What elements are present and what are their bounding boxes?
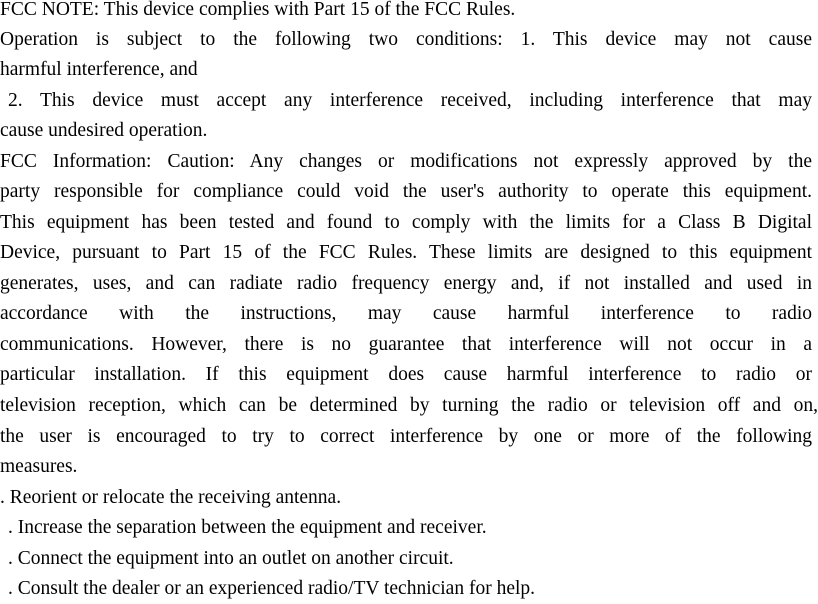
tested-line-2: Device, pursuant to Part 15 of the FCC Rules. These limits are designed to this equipment [0,242,812,263]
tested-line-7: television reception, which can be determined by turning the radio or television off and on, [0,395,818,416]
tested-line-5: communications. However, there is no guarantee that interference will not occur in a [0,334,812,355]
tested-line-6: particular installation. If this equipment does cause harmful interference to radio or [0,364,812,385]
tested-line-8: the user is encouraged to try to correct interference by one or more of the following [0,426,812,447]
fcc-information-line-1: FCC Information: Caution: Any changes or modifications not expressly approved by the [0,151,812,172]
conditions-line-2: harmful interference, and [0,59,198,80]
measure-consult-dealer: . Consult the dealer or an experienced radio/TV technician for help. [8,578,536,599]
condition-two-line-1: 2. This device must accept any interference received, including interference that may [8,90,812,111]
fcc-note-line: FCC NOTE: This device complies with Part 15 of the FCC Rules. [0,0,516,20]
tested-line-9: measures. [0,456,78,477]
tested-line-3: generates, uses, and can radiate radio frequency energy and, if not installed and used in [0,273,812,294]
conditions-line-1: Operation is subject to the following two conditions: 1. This device may not cause [0,29,812,50]
tested-line-1: This equipment has been tested and found to comply with the limits for a Class B Digital [0,212,812,233]
measure-connect-outlet: . Connect the equipment into an outlet on another circuit. [8,548,454,569]
tested-line-4: accordance with the instructions, may cause harmful interference to radio [0,303,812,324]
fcc-information-line-2: party responsible for compliance could void the user's authority to operate this equipment. [0,181,812,202]
measure-increase-separation: . Increase the separation between the equipment and receiver. [8,517,487,538]
measure-reorient: . Reorient or relocate the receiving antenna. [0,487,342,508]
condition-two-line-2: cause undesired operation. [0,120,208,141]
